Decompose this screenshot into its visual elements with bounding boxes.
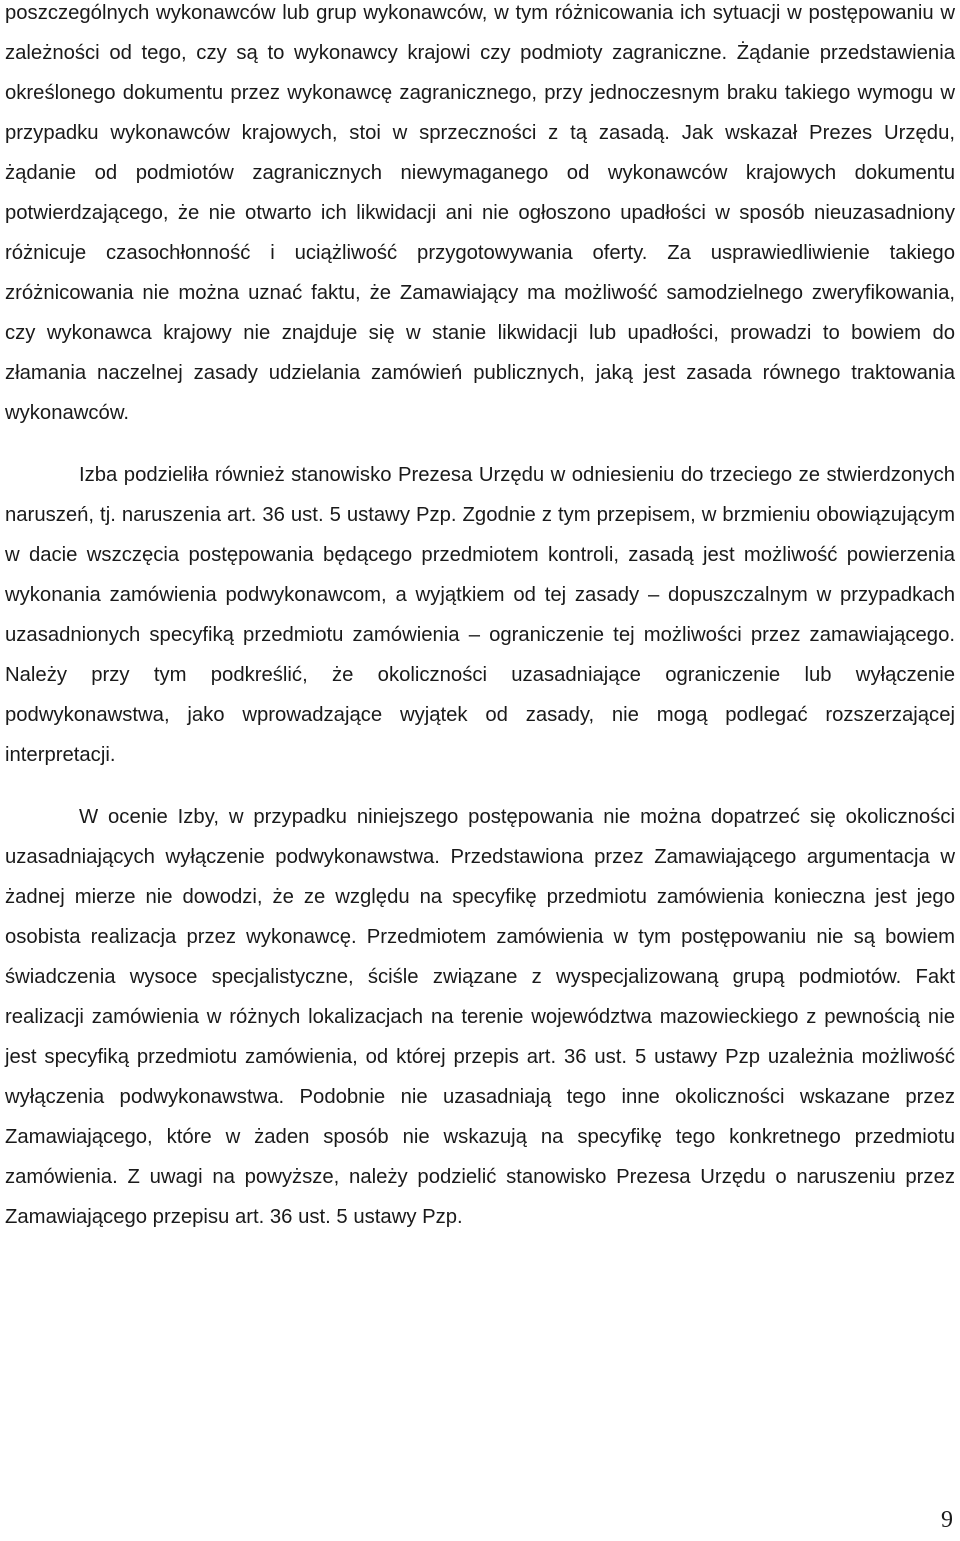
page-number: 9 [941, 1507, 953, 1533]
paragraph-article-36: Izba podzieliła również stanowisko Prezesa Urzędu w odniesieniu do trzeciego ze stwierdzonych naruszeń, tj. naruszenia art. 36 ust. 5 ustawy Pzp. Zgodnie z tym przepisem, w brzmieniu obowiązującym w dacie wszczęcia postępowania będącego przedmiotem kontroli, zasadą jest możliwość powierzenia wykonania zamówienia podwykonawcom, a wyjątkiem od tej zasady – dopuszczalnym w przypadkach uzasadnionych specyfiką przedmiotu zamówienia – ograniczenie tej możliwości przez zamawiającego. Należy przy tym podkreślić, że okoliczności uzasadniające ograniczenie lub wyłączenie podwykonawstwa, jako wprowadzające wyjątek od zasady, nie mogą podlegać rozszerzającej interpretacji. [5, 464, 955, 766]
paragraph-continuation: poszczególnych wykonawców lub grup wykonawców, w tym różnicowania ich sytuacji w postępowaniu w zależności od tego, czy są to wykonawcy krajowi czy podmioty zagraniczne. Żądanie przedstawienia określonego dokumentu przez wykonawcę zagranicznego, przy jednoczesnym braku takiego wymogu w przypadku wykonawców krajowych, stoi w sprzeczności z tą zasadą. Jak wskazał Prezes Urzędu, żądanie od podmiotów zagranicznych niewymaganego od wykonawców krajowych dokumentu potwierdzającego, że nie otwarto ich likwidacji ani nie ogłoszono upadłości w sposób nieuzasadniony różnicuje czasochłonność i uciążliwość przygotowywania oferty. Za usprawiedliwienie takiego zróżnicowania nie można uznać faktu, że Zamawiający ma możliwość samodzielnego zweryfikowania, czy wykonawca krajowy nie znajduje się w stanie likwidacji lub upadłości, prowadzi to bowiem do złamania naczelnej zasady udzielania zamówień publicznych, jaką jest zasada równego traktowania wykonawców. [5, 2, 955, 424]
document-page [5, 0, 955, 1237]
paragraph-chamber-assessment: W ocenie Izby, w przypadku niniejszego postępowania nie można dopatrzeć się okoliczności uzasadniających wyłączenie podwykonawstwa. Przedstawiona przez Zamawiającego argumentacja w żadnej mierze nie dowodzi, że ze względu na specyfikę przedmiotu zamówienia konieczna jest jego osobista realizacja przez wykonawcę. Przedmiotem zamówienia w tym postępowaniu nie są bowiem świadczenia wysoce specjalistyczne, ściśle związane z wyspecjalizowaną grupą podmiotów. Fakt realizacji zamówienia w różnych lokalizacjach na terenie województwa mazowieckiego z pewnością nie jest specyfiką przedmiotu zamówienia, od której przepis art. 36 ust. 5 ustawy Pzp uzależnia możliwość wyłączenia podwykonawstwa. Podobnie nie uzasadniają tego inne okoliczności wskazane przez Zamawiającego, które w żaden sposób nie wskazują na specyfikę tego konkretnego przedmiotu zamówienia. Z uwagi na powyższe, należy podzielić stanowisko Prezesa Urzędu o naruszeniu przez Zamawiającego przepisu art. 36 ust. 5 ustawy Pzp. [5, 806, 955, 1228]
